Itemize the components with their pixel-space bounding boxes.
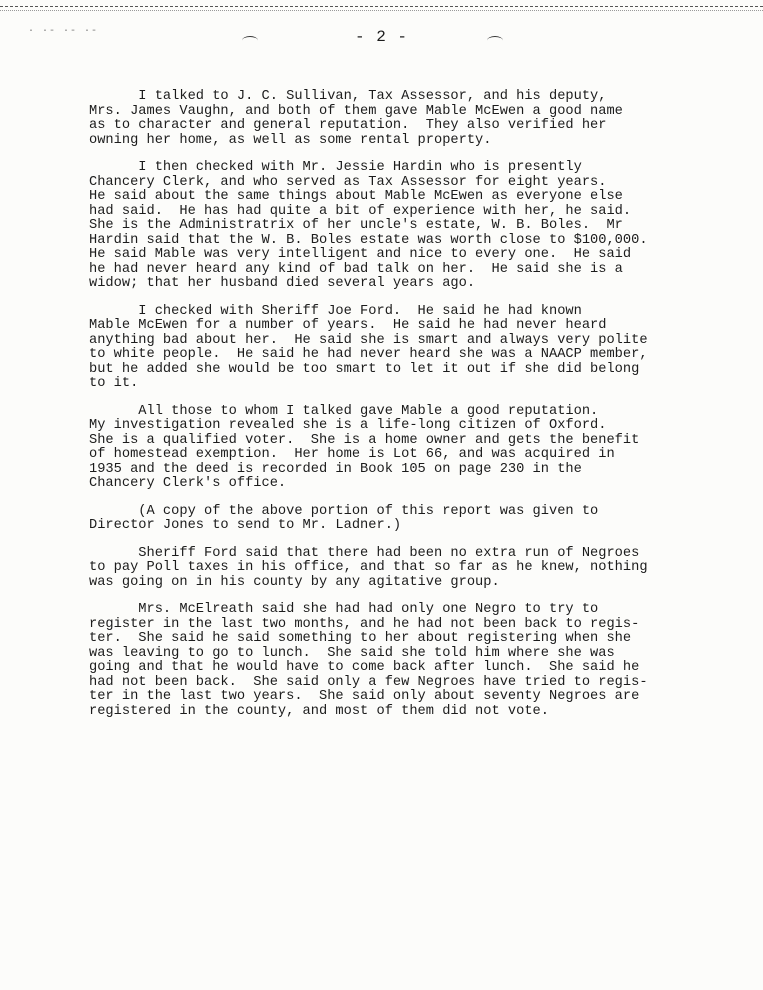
page-number: - 2 - — [354, 28, 408, 46]
corner-marks: · ·- ·- ·- — [28, 26, 99, 37]
paragraph-poll-taxes: Sheriff Ford said that there had been no extra run of Negroes to pay Poll taxes in his office, and that so far as he knew, nothing was going on in his county by any agitative group. — [89, 545, 648, 590]
paragraph-copy-note: (A copy of the above portion of this report was given to Director Jones to send to Mr. Ladner.) — [89, 503, 599, 533]
paragraph-reputation: All those to whom I talked gave Mable a good reputation. My investigation revealed she is a life-long citizen of Oxford. She is a qualified voter. She is a home owner and gets the benefit of homestead exemption. Her home is Lot 66, and was acquired in 1935 and the deed is recorded in Book 105 on page 230 in the Chancery Clerk's office. — [89, 403, 640, 491]
top-border-rule — [0, 6, 763, 7]
paragraph-sheriff-ford: I checked with Sheriff Joe Ford. He said he had known Mable McEwen for a number of years. He said he had never heard anything bad about her. He said she is smart and always very polite to white people. He said he had never heard she was a NAACP member, but he added she would be too smart to let it out if she did belong to it. — [89, 303, 648, 391]
paragraph-mcelreath: Mrs. McElreath said she had had only one Negro to try to register in the last two months, and he had not been back to regis- ter. She said he said something to her about registering when she was leaving to go to lunch. She said she told him where she was going and that he would have to come back after lunch. She said he had not been back. She said only a few Negroes have tried to regis- ter in the last two years. She said only about seventy Negroes are registered in the county, and most of them did not vote. — [89, 602, 648, 719]
top-border-rule-secondary — [0, 10, 763, 11]
handwritten-mark-right — [487, 36, 503, 45]
report-body — [89, 90, 719, 732]
paragraph-sullivan: I talked to J. C. Sullivan, Tax Assessor, and his deputy, Mrs. James Vaughn, and both of them gave Mable McEwen a good name as to character and general reputation. They also verified her owning her home, as well as some rental property. — [89, 89, 623, 148]
paragraph-hardin: I then checked with Mr. Jessie Hardin who is presently Chancery Clerk, and who served as Tax Assessor for eight years. He said about the same things about Mable McEwen as everyone else had said. He has had quite a bit of experience with her, he said. She is the Administratrix of her uncle's estate, W. B. Boles. Mr Hardin said that the W. B. Boles estate was worth close to $100,000. He said Mable was very intelligent and nice to every one. He said he had never heard any kind of bad talk on her. He said she is a widow; that her husband died several years ago. — [89, 160, 648, 291]
